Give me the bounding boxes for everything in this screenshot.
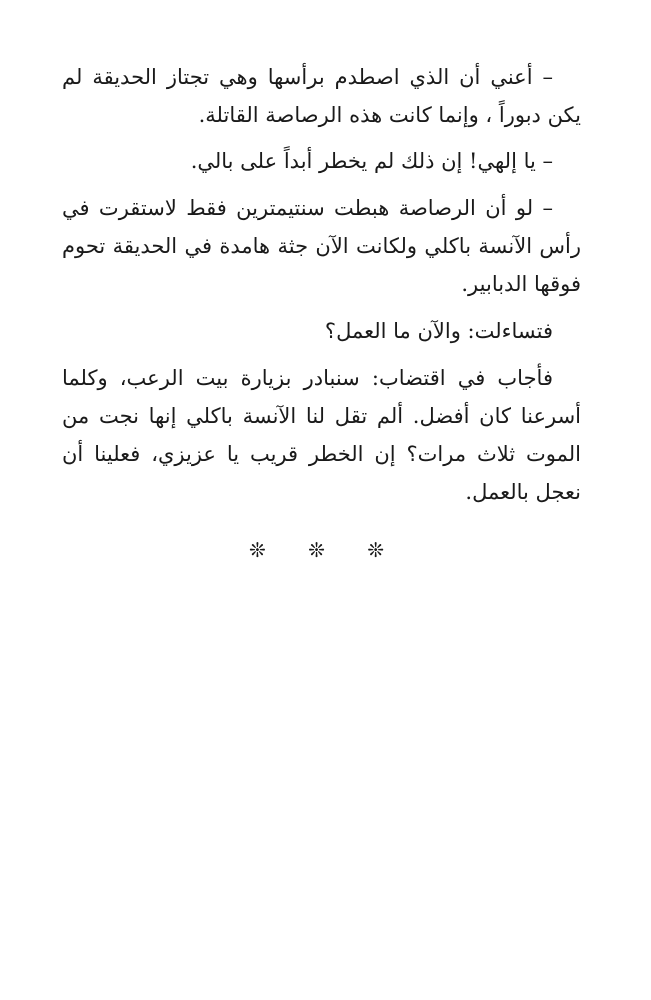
- paragraph-1: – أعني أن الذي اصطدم برأسها وهي تجتاز الحديقة لم يكن دبوراً ، وإنما كانت هذه الرصاصة القاتلة.: [62, 65, 581, 127]
- paragraph-5: فأجاب في اقتضاب: سنبادر بزيارة بيت الرعب، وكلما أسرعنا كان أفضل. ألم تقل لنا الآنسة باكلي إنها نجت من الموت ثلاث مرات؟ إن الخطر قريب يا عزيزي، فعلينا أن نعجل بالعمل.: [62, 366, 581, 504]
- paragraph-4: فتساءلت: والآن ما العمل؟: [324, 319, 553, 343]
- section-separator: ❊ ❊ ❊: [249, 538, 402, 562]
- body-text: [62, 58, 581, 520]
- paragraph-3: – لو أن الرصاصة هبطت سنتيمترين فقط لاستقرت في رأس الآنسة باكلي ولكانت الآن جثة هامدة في الحديقة تحوم فوقها الدبابير.: [62, 196, 581, 296]
- paragraph-2: – يا إلهي! إن ذلك لم يخطر أبداً على بالي.: [190, 149, 553, 173]
